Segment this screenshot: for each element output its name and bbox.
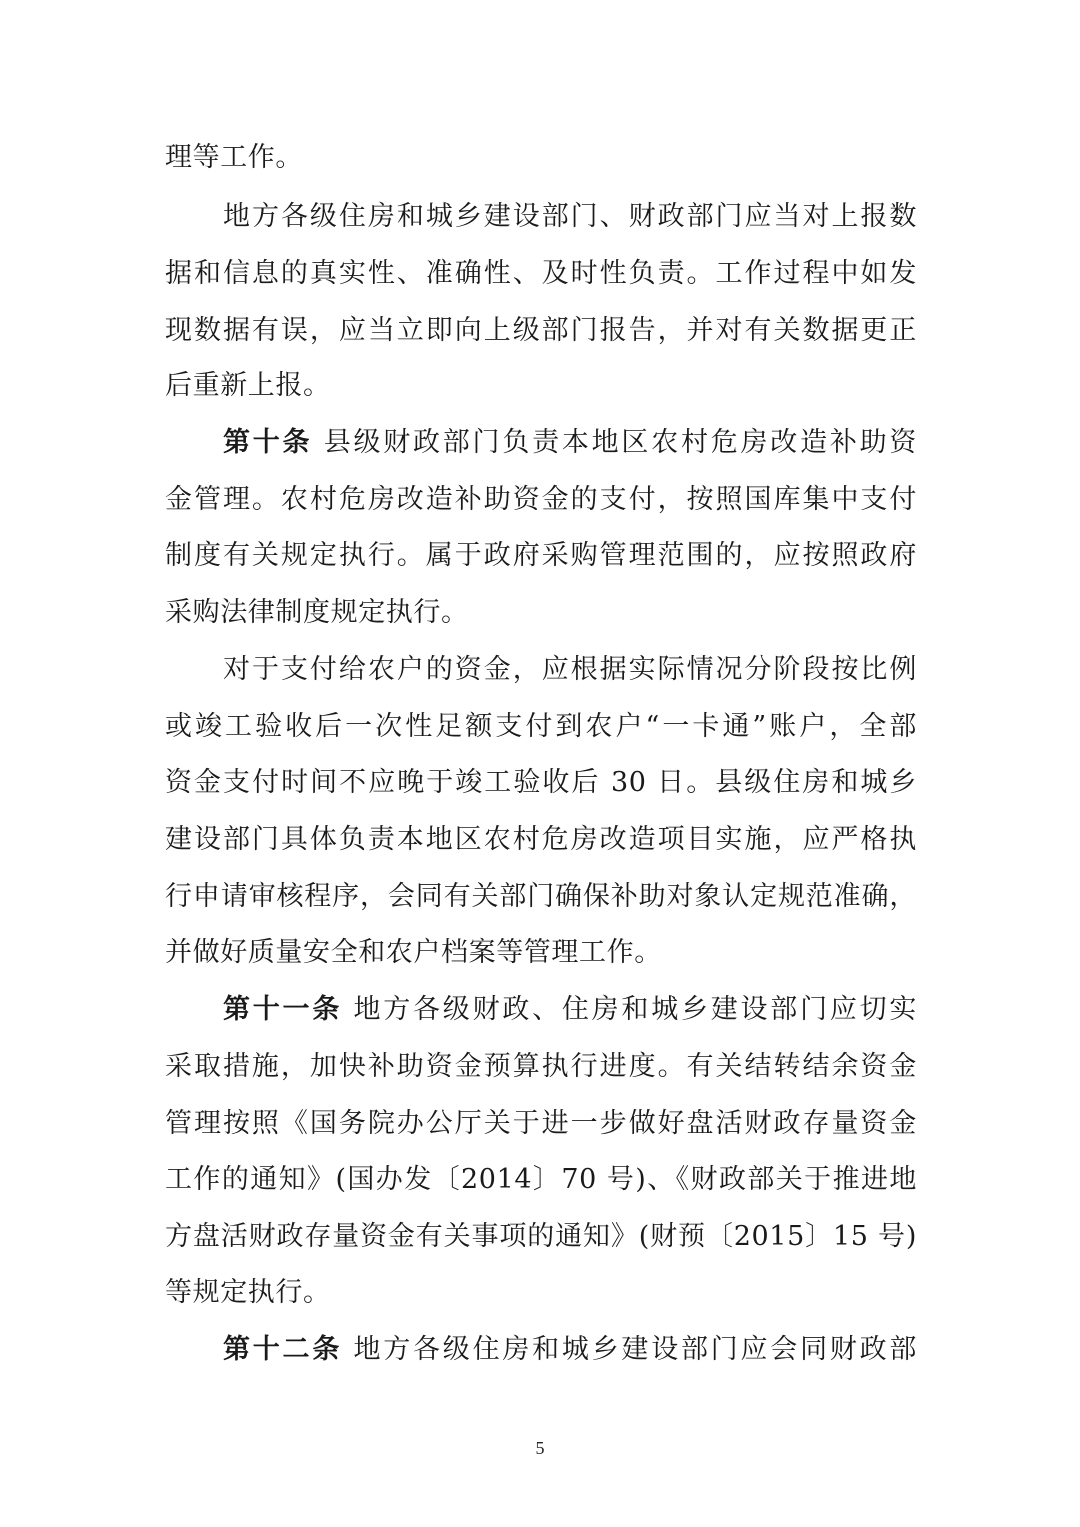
text-line: 工作的通知》(国办发〔2014〕70 号)、《财政部关于推进地 <box>165 1164 917 1195</box>
text-line: 资金支付时间不应晚于竣工验收后 30 日。县级住房和城乡 <box>165 767 917 798</box>
text-line: 据和信息的真实性、准确性、及时性负责。工作过程中如发 <box>165 258 917 289</box>
text-line: 采取措施，加快补助资金预算执行进度。有关结转结余资金 <box>165 1051 917 1082</box>
text-line: 采购法律制度规定执行。 <box>165 597 469 628</box>
text-line: 地方各级住房和城乡建设部门、财政部门应当对上报数 <box>223 201 917 232</box>
article-10-text: 县级财政部门负责本地区农村危房改造补助资 <box>323 427 917 458</box>
article-12-text: 地方各级住房和城乡建设部门应会同财政部 <box>353 1334 917 1365</box>
article-11-heading: 第十一条 <box>223 994 343 1025</box>
text-line: 理等工作。 <box>165 142 303 173</box>
text-line: 管理按照《国务院办公厅关于进一步做好盘活财政存量资金 <box>165 1108 917 1139</box>
article-10-heading: 第十条 <box>223 427 313 458</box>
text-line: 并做好质量安全和农户档案等管理工作。 <box>165 937 662 968</box>
article-11-text: 地方各级财政、住房和城乡建设部门应切实 <box>353 994 917 1025</box>
article-12-first-line <box>223 1330 917 1370</box>
text-line: 对于支付给农户的资金，应根据实际情况分阶段按比例 <box>223 654 917 685</box>
article-12-heading: 第十二条 <box>223 1334 343 1365</box>
text-line: 后重新上报。 <box>165 370 331 401</box>
text-line: 现数据有误，应当立即向上级部门报告，并对有关数据更正 <box>165 315 917 346</box>
text-line: 金管理。农村危房改造补助资金的支付，按照国库集中支付 <box>165 484 917 515</box>
text-line: 方盘活财政存量资金有关事项的通知》(财预〔2015〕15 号) <box>165 1221 917 1252</box>
article-11-first-line <box>223 990 917 1030</box>
text-line: 制度有关规定执行。属于政府采购管理范围的，应按照政府 <box>165 540 917 571</box>
text-line: 等规定执行。 <box>165 1277 331 1308</box>
text-line: 行申请审核程序，会同有关部门确保补助对象认定规范准确， <box>165 881 917 912</box>
text-line: 或竣工验收后一次性足额支付到农户“一卡通”账户，全部 <box>165 711 917 742</box>
page-number: 5 <box>535 1438 545 1458</box>
article-10-first-line <box>223 423 917 463</box>
text-line: 建设部门具体负责本地区农村危房改造项目实施，应严格执 <box>165 824 917 855</box>
